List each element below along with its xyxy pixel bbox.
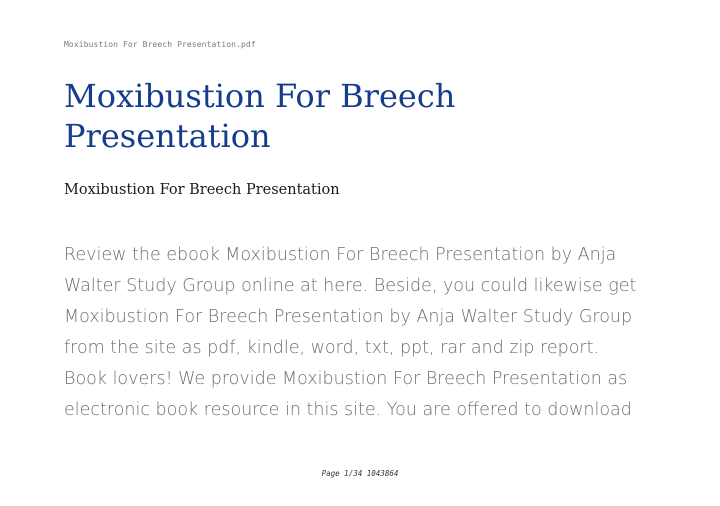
body-line: Book lovers! We provide Moxibustion For Breech Presentation as [64,369,628,389]
body-line: Review the ebook Moxibustion For Breech Presentation by Anja [64,245,617,265]
body-line: electronic book resource in this site. You are offered to download [64,400,632,420]
body-line: Moxibustion For Breech Presentation by Anja Walter Study Group [64,307,633,327]
document-subtitle: Moxibustion For Breech Presentation [64,182,340,198]
body-line: Walter Study Group online at here. Beside, you could likewise get [64,276,637,296]
document-title: Moxibustion For Breech Presentation [64,77,456,155]
document-filename: Moxibustion For Breech Presentation.pdf [64,40,256,49]
body-paragraph [64,240,664,426]
body-line: from the site as pdf, kindle, word, txt, ppt, rar and zip report. [64,338,600,358]
page-footer: Page 1/34 1043864 [321,469,399,478]
